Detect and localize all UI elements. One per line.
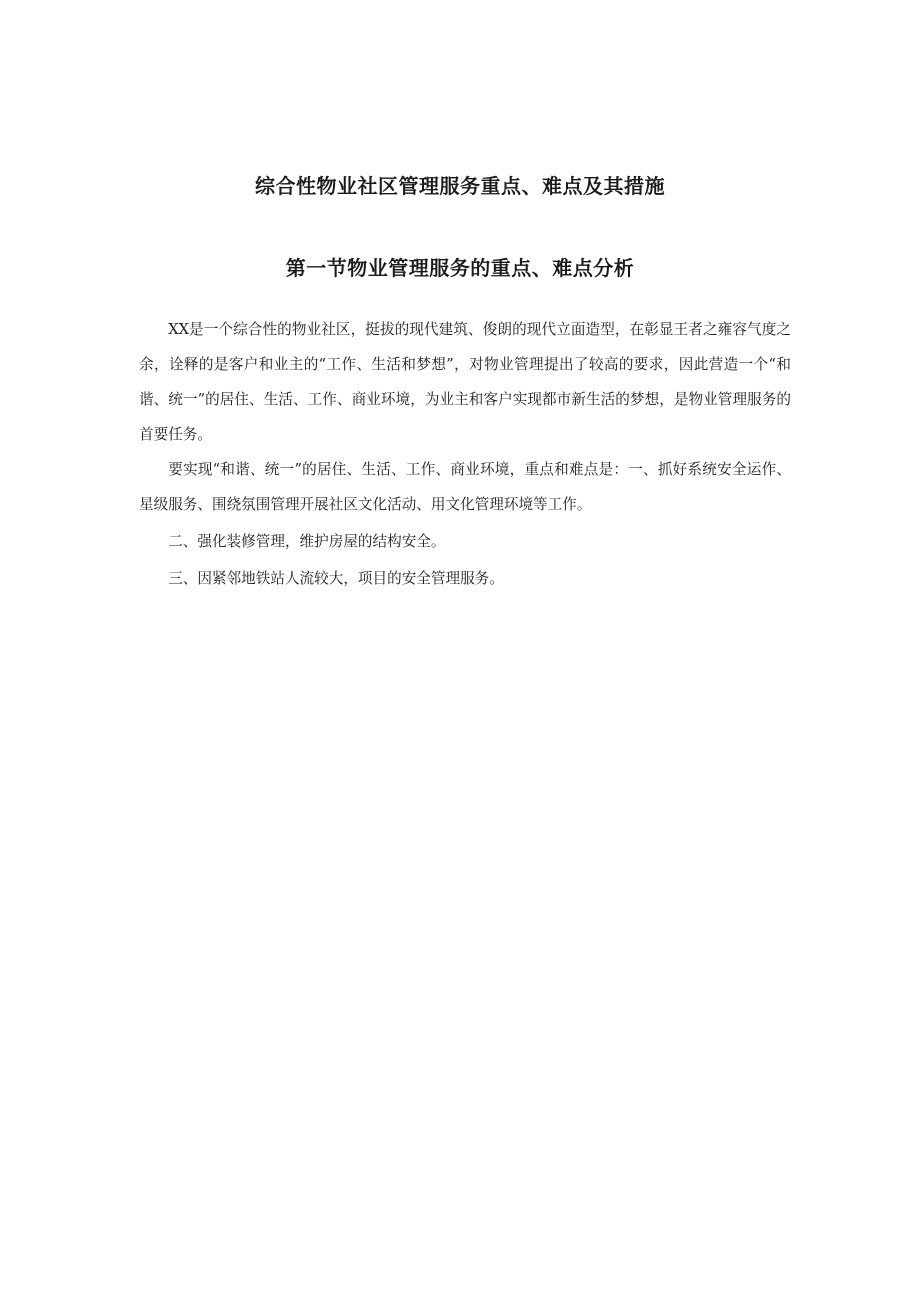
paragraph-key-points: 要实现“和谐、统一”的居住、生活、工作、商业环境，重点和难点是：一、抓好系统安全运作、星级服务、围绕氛围管理开展社区文化活动、用文化管理环境等工作。 <box>139 461 791 513</box>
document-title: 综合性物业社区管理服务重点、难点及其措施 <box>255 174 665 198</box>
section-title: 第一节物业管理服务的重点、难点分析 <box>285 256 635 280</box>
document-body <box>139 312 791 596</box>
paragraph-intro: XX是一个综合性的物业社区，挺拔的现代建筑、俊朗的现代立面造型，在彰显王者之雍容气度之余，诠释的是客户和业主的“工作、生活和梦想”，对物业管理提出了较高的要求，因此营造一个“和谐、统一”的居住、生活、工作、商业环境，为业主和客户实现都市新生活的梦想，是物业管理服务的首要任务。 <box>139 321 791 443</box>
paragraph-point-two: 二、强化装修管理，维护房屋的结构安全。 <box>168 533 446 550</box>
paragraph-point-three: 三、因紧邻地铁站人流较大，项目的安全管理服务。 <box>168 570 504 587</box>
